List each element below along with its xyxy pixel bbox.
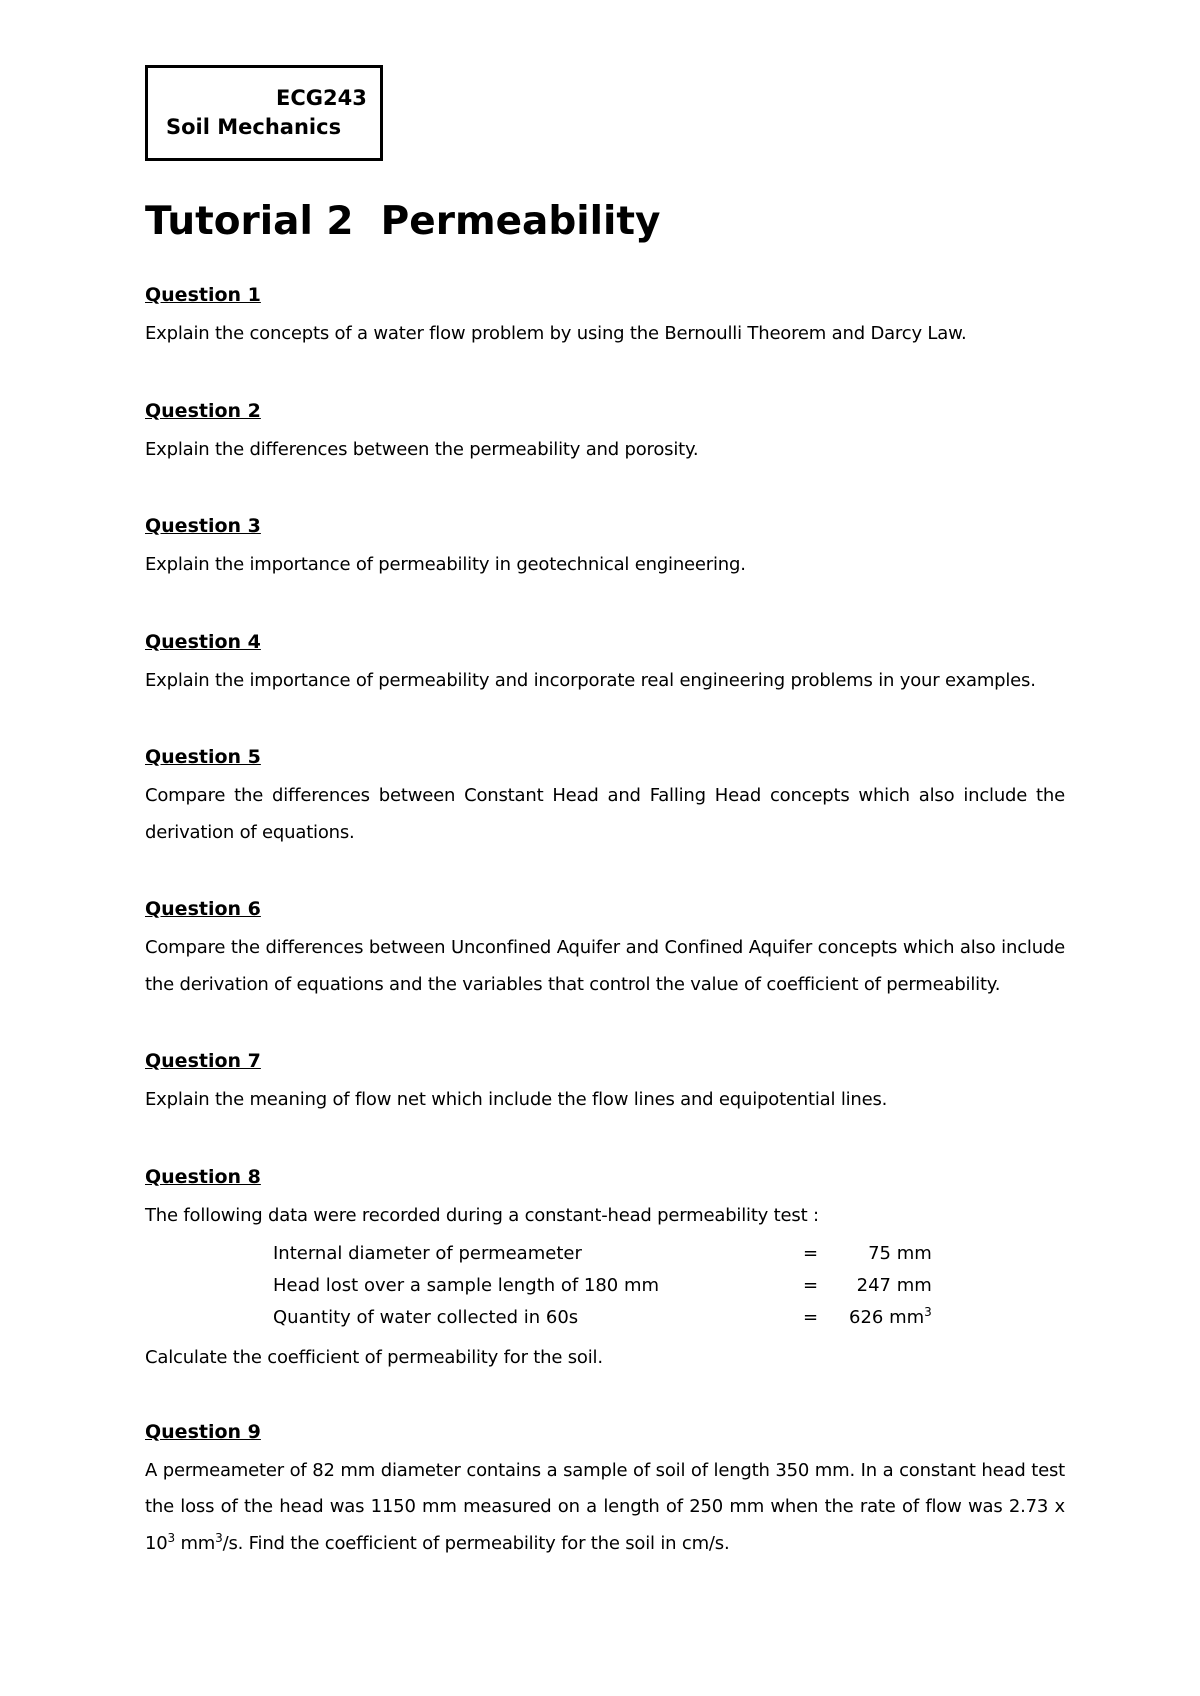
row-equals: =: [803, 1275, 819, 1296]
value-text: 626 mm: [849, 1307, 925, 1328]
question-7: [145, 1046, 1065, 1119]
question-heading: Question 2: [145, 399, 261, 422]
text-part-2: mm: [174, 1532, 216, 1554]
question-text: Explain the differences between the permeability and porosity.: [145, 438, 699, 460]
question-heading: Question 7: [145, 1050, 261, 1072]
test-data-table: [273, 1238, 932, 1334]
question-heading: Question 1: [145, 284, 261, 306]
exponent-2: 3: [215, 1530, 223, 1545]
question-2: [145, 396, 1065, 469]
question-4: [145, 627, 1065, 700]
question-text: Explain the importance of permeability in geotechnical engineering.: [145, 554, 746, 575]
question-outro: Calculate the coefficient of permeability for the soil.: [145, 1347, 603, 1368]
question-text: Explain the concepts of a water flow problem by using the Bernoulli Theorem and Darcy Law.: [145, 323, 967, 344]
question-6: [145, 894, 1065, 1003]
table-row: [273, 1302, 932, 1334]
question-8: [145, 1162, 1065, 1377]
row-label: Head lost over a sample length of 180 mm: [273, 1275, 660, 1296]
row-value: [849, 1238, 932, 1270]
course-code: ECG243: [276, 86, 367, 110]
question-heading: Question 3: [145, 515, 261, 537]
row-equals: =: [803, 1307, 819, 1328]
question-1: [145, 280, 1065, 353]
question-5: [145, 742, 1065, 851]
row-label: Quantity of water collected in 60s: [273, 1307, 579, 1328]
question-heading: Question 9: [145, 1420, 261, 1443]
course-info-box: [145, 65, 383, 161]
value-text: 247 mm: [856, 1275, 932, 1296]
value-text: 75 mm: [868, 1243, 932, 1264]
row-value: [849, 1270, 932, 1302]
question-9: [145, 1417, 1065, 1563]
question-3: [145, 511, 1065, 584]
question-text: Explain the importance of permeability and incorporate real engineering problems in your examples.: [145, 669, 1036, 691]
exponent-1: 3: [167, 1530, 175, 1545]
question-heading: Question 8: [145, 1165, 261, 1188]
text-part-3: /s. Find the coefficient of permeability for the soil in cm/s.: [222, 1532, 730, 1554]
question-intro: The following data were recorded during a constant-head permeability test :: [145, 1204, 819, 1226]
question-list: [145, 280, 1065, 1562]
question-heading: Question 4: [145, 630, 261, 653]
question-text: Explain the meaning of flow net which include the flow lines and equipotential lines.: [145, 1089, 888, 1110]
question-heading: Question 5: [145, 746, 261, 768]
question-text: Compare the differences between Constant Head and Falling Head concepts which also include the derivation of equations.: [145, 785, 1065, 843]
page-title: Tutorial 2 Permeability: [145, 199, 661, 244]
table-row: [273, 1238, 932, 1270]
row-equals: =: [803, 1243, 819, 1264]
question-heading: Question 6: [145, 898, 261, 920]
text-part-1: A permeameter of 82 mm diameter contains a sample of soil of length 350 mm. In a constant head test the loss of the head was 1150 mm measured on a length of 250 mm when the rate of flow was 2.73 x 10: [145, 1459, 1065, 1554]
table-row: [273, 1270, 932, 1302]
row-label: Internal diameter of permeameter: [273, 1243, 582, 1264]
row-value: [849, 1302, 932, 1334]
value-exponent: 3: [924, 1305, 932, 1319]
course-name: Soil Mechanics: [166, 115, 342, 139]
question-text: Compare the differences between Unconfined Aquifer and Confined Aquifer concepts which also include the derivation of equations and the variables that control the value of coefficient of permeability.: [145, 937, 1065, 995]
question-text: [145, 1453, 1065, 1563]
